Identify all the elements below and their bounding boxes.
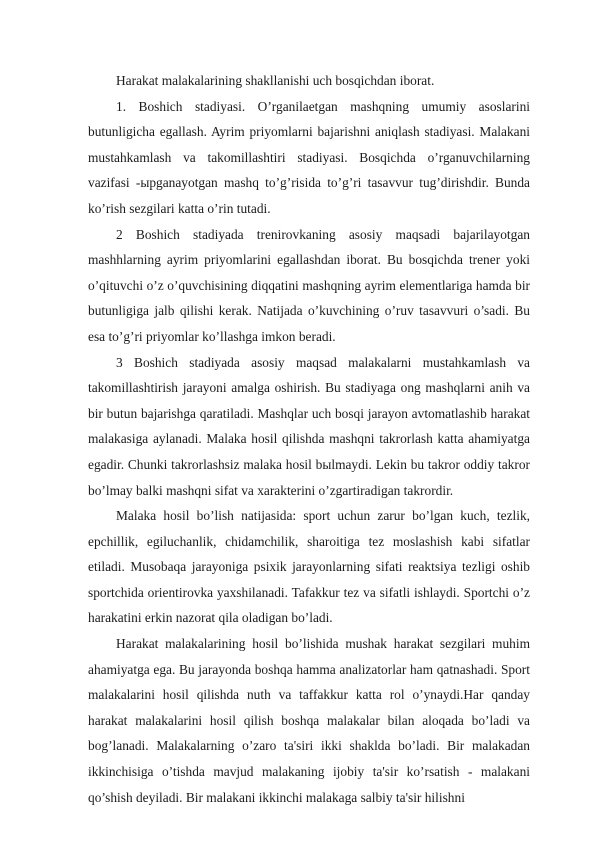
paragraph-stage-2: 2 Boshich stadiyada trenirovkaning asosiy maqsadi bajarilayotgan mashhlarning ayrim priyomlarini egallashdan iborat. Bu bosqichda trener yoki o’qituvchi o’z o’quvchisining diqqatini mashqning ayrim elementlariga hamda bir butunligiga jalb qilishi kerak. Natijada o’kuvchining o’ruv tasavvuri o’sadi. Bu esa to’g’ri priyomlar ko’llashga imkon beradi. xyxy=(88,226,530,344)
document-body xyxy=(88,68,530,810)
paragraph-stage-1: 1. Boshich stadiyasi. O’rganilaetgan mashqning umumiy asoslarini butunligicha egallash. Ayrim priyomlarni bajarishni aniqlash stadiyasi. Malakani mustahkamlash va takomillashtiri stadiyasi. Bosqichda o’rganuvchilarning vazifasi -ырganayotgan mashq to’g’risida to’g’ri tasavvur tug’dirishdir. Bunda ko’rish sezgilari katta o’rin tutadi. xyxy=(88,98,530,216)
paragraph-intro: Harakat malakalarining shakllanishi uch bosqichdan iborat. xyxy=(116,73,435,88)
paragraph-skill-results: Malaka hosil bo’lish natijasida: sport uchun zarur bo’lgan kuch, tezlik, epchillik, egiluchanlik, chidamchilik, sharoitiga tez moslashish kabi sifatlar etiladi. Musobaqa jarayoniga psixik jarayonlarning sifati reaktsiya tezligi oshib sportchida orientirovka yaxshilanadi. Tafakkur tez va sifatli ishlaydi. Sportchi o’z harakatini erkin nazorat qila oladigan bo’ladi. xyxy=(88,508,530,626)
paragraph-skill-formation: Harakat malakalarining hosil bo’lishida mushak harakat sezgilari muhim ahamiyatga ega. Bu jarayonda boshqa hamma analizatorlar ham qatnashadi. Sport malakalarini hosil qilishda nuth va taffakkur katta rol o’ynaydi.Har qanday harakat malakalarini hosil qilish boshqa malakalar bilan aloqada bo’ladi va bog’lanadi. Malakalarning o’zaro ta'siri ikki shaklda bo’ladi. Bir malakadan ikkinchisiga o’tishda mavjud malakaning ijobiy ta'sir ko’rsatish - malakani qo’shish deyiladi. Bir malakani ikkinchi malakaga salbiy ta'sir hilishni xyxy=(88,636,530,805)
paragraph-stage-3: 3 Boshich stadiyada asosiy maqsad malakalarni mustahkamlash va takomillashtirish jarayoni amalga oshirish. Bu stadiyaga ong mashqlarni anih va bir butun bajarishga qaratiladi. Mashqlar uch bosqi jarayon avtomatlashib harakat malakasiga aylanadi. Malaka hosil qilishda mashqni takrorlash katta ahamiyatga egadir. Chunki takrorlashsiz malaka hosil bыlmaydi. Lekin bu takror oddiy takror bo’lmay balki mashqni sifat va xarakterini o’zgartiradigan takrordir. xyxy=(88,354,530,498)
